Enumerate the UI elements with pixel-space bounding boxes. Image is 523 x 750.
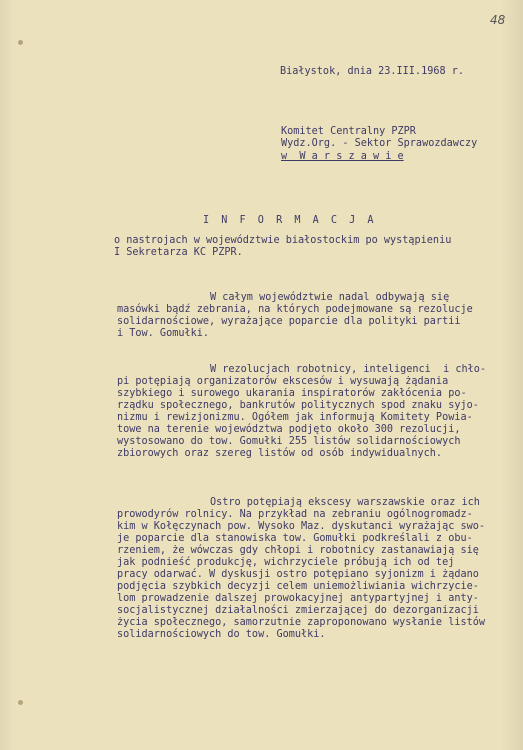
paragraph-line: podjęcia szybkich decyzji celem uniemożliwiania wichrzycie- xyxy=(117,581,479,592)
recipient-line: Wydz.Org. - Sektor Sprawozdawczy xyxy=(281,138,478,149)
place-date: Białystok, dnia 23.III.1968 r. xyxy=(280,66,465,77)
paragraph-line: wystosowano do tow. Gomułki 255 listów solidarnościowych xyxy=(117,436,461,447)
paragraph-line: solidarnościowe, wyrażające poparcie dla polityki partii xyxy=(117,316,461,327)
paragraph-line: i Tow. Gomułki. xyxy=(117,328,210,339)
paragraph-line: masówki bądź zebrania, na których podejmowane są rezolucje xyxy=(117,304,473,315)
paragraph-line: rzeniem, że wówczas gdy chłopi i robotnicy zastanawiają się xyxy=(117,545,479,556)
paragraph-line: zbiorowych oraz szereg listów od osób indywidualnych. xyxy=(117,448,443,459)
recipient-city: w W a r s z a w i e xyxy=(281,151,404,162)
paragraph-line: towe na terenie województwa podjęto około 300 rezolucji, xyxy=(117,424,461,435)
paragraph-line: rządku społecznego, bankrutów politycznych spod znaku syjo- xyxy=(117,400,479,411)
subtitle-line: I Sekretarza KC PZPR. xyxy=(114,247,243,258)
paragraph-line: socjalistycznej działalności zmierzającej do dezorganizacji xyxy=(117,605,479,616)
subtitle-line: o nastrojach w województwie białostockim po wystąpieniu xyxy=(114,235,452,246)
paragraph-line: pracy odarwać. W dyskusji ostro potępiano syjonizm i żądano xyxy=(117,569,479,580)
paragraph-line: jak podnieść produkcję, wichrzyciele próbują ich od tej xyxy=(117,557,455,568)
page-number: 48 xyxy=(490,13,506,27)
paragraph-line: je poparcie dla stanowiska tow. Gomułki podkreślali z obu- xyxy=(117,533,473,544)
document-title: I N F O R M A C J A xyxy=(203,215,377,226)
paragraph-line: W całym województwie nadal odbywają się xyxy=(210,292,450,303)
punch-hole xyxy=(18,700,23,705)
paragraph-line: kim w Kołęczynach pow. Wysoko Maz. dyskutanci wyrażając swo- xyxy=(117,521,486,532)
paragraph-line: pi potępiają organizatorów ekscesów i wysuwają żądania xyxy=(117,376,449,387)
paragraph-line: W rezolucjach robotnicy, inteligenci i chło- xyxy=(210,364,487,375)
paragraph-line: szybkiego i surowego ukarania inspiratorów zakłócenia po- xyxy=(117,388,467,399)
paragraph-line: życia społecznego, samorzutnie zaproponowano wysłanie listów xyxy=(117,617,486,628)
punch-hole xyxy=(18,40,23,45)
paragraph-line: solidarnościowych do tow. Gomułki. xyxy=(117,629,326,640)
recipient-line: Komitet Centralny PZPR xyxy=(281,126,416,137)
paragraph-line: lom prowadzenie dalszej prowokacyjnej antypartyjnej i anty- xyxy=(117,593,479,604)
paragraph-line: prowodyrów rolnicy. Na przykład na zebraniu ogólnogromadz- xyxy=(117,509,473,520)
paragraph-line: Ostro potępiają ekscesy warszawskie oraz ich xyxy=(210,497,480,508)
paragraph-line: nizmu i rewizjonizmu. Ogółem jak informują Komitety Powia- xyxy=(117,412,473,423)
